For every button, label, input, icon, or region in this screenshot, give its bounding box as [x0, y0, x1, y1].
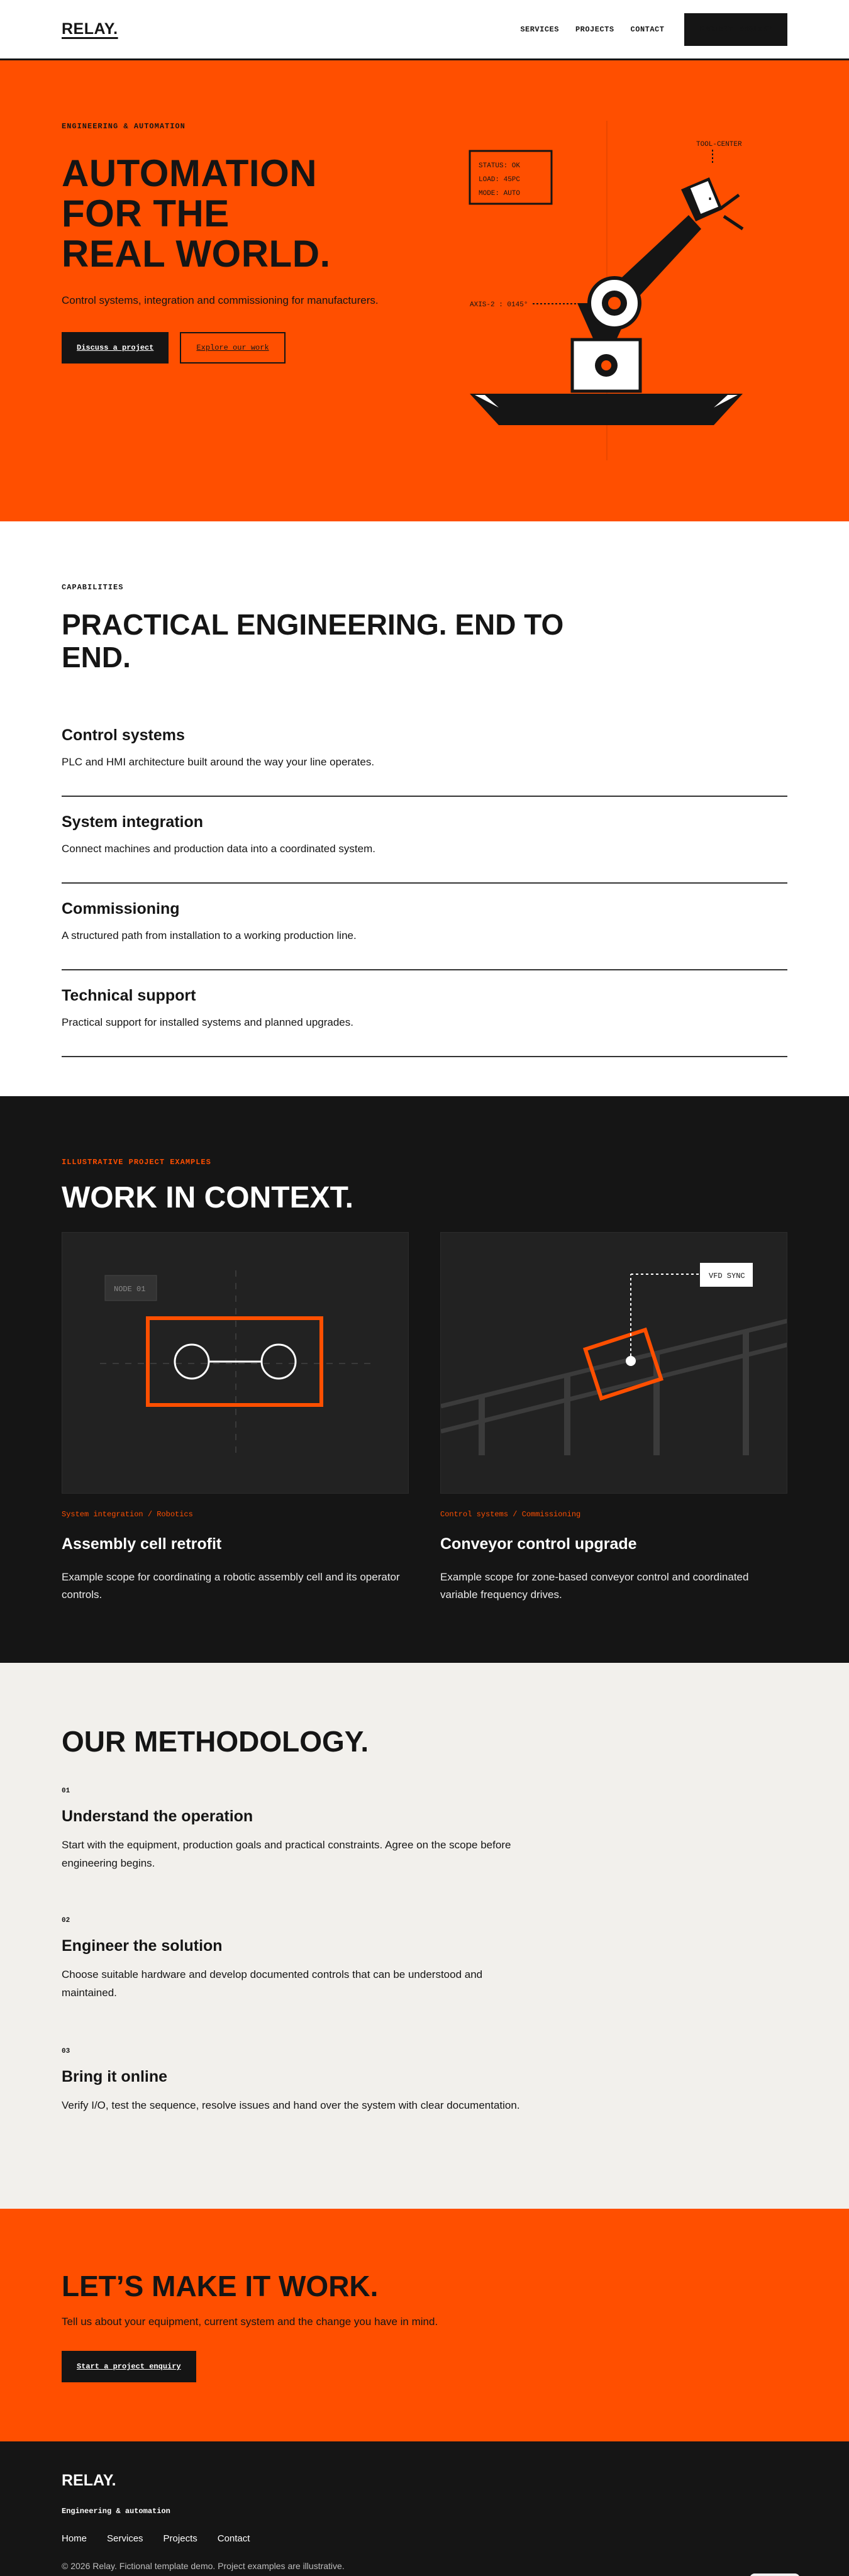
conveyor-package	[585, 1330, 661, 1399]
hero-section	[0, 60, 849, 521]
project-tag: System integration / Robotics	[62, 1510, 193, 1519]
method-step	[62, 1917, 527, 2002]
footer-link-home[interactable]: Home	[62, 2533, 87, 2544]
project-tag: Control systems / Commissioning	[440, 1510, 581, 1519]
capability-title: Control systems	[62, 726, 185, 744]
method-step	[62, 1787, 527, 1872]
capabilities-eyebrow: CAPABILITIES	[62, 583, 124, 592]
start-enquiry-button[interactable]: Start a project enquiry	[62, 2351, 196, 2382]
footer-link-projects[interactable]: Projects	[163, 2533, 197, 2544]
capability-text: Practical support for installed systems and planned upgrades.	[62, 1016, 353, 1028]
footer-tagline: Engineering & automation	[62, 2507, 170, 2516]
nav-link-projects[interactable]: PROJECTS	[575, 25, 614, 34]
base-plate	[470, 394, 743, 425]
step-title: Bring it online	[62, 2068, 168, 2085]
project-title[interactable]: Conveyor control upgrade	[440, 1535, 637, 1553]
hero-title-line: FOR THE	[62, 192, 230, 235]
main-nav	[520, 13, 787, 46]
work-title: WORK IN CONTEXT.	[62, 1181, 353, 1214]
capabilities-list	[62, 710, 787, 1057]
capability-item	[62, 710, 787, 797]
capability-item	[62, 970, 787, 1057]
hero-ctas	[62, 332, 286, 364]
footer-link-services[interactable]: Services	[107, 2533, 143, 2544]
status-line: STATUS: OK	[479, 162, 521, 170]
discuss-project-button[interactable]: Discuss a project	[62, 332, 169, 364]
project-text: Example scope for zone-based conveyor control and coordinated variable frequency drives.	[440, 1571, 749, 1601]
tool-center-label: TOOL-CENTER	[696, 141, 742, 148]
hero-title	[62, 153, 414, 274]
robot-arm-illustration	[462, 121, 752, 460]
capability-text: A structured path from installation to a working production line.	[62, 930, 357, 941]
project-enquiry-button[interactable]: PROJECT ENQUIRY	[684, 13, 787, 46]
capability-item	[62, 797, 787, 884]
step-text: Verify I/O, test the sequence, resolve issues and hand over the system with clear documentation.	[62, 2099, 520, 2111]
node-label: NODE 01	[114, 1285, 146, 1294]
project-card[interactable]	[62, 1232, 409, 1604]
step-number: 03	[62, 2048, 70, 2055]
vfd-label: VFD SYNC	[709, 1272, 745, 1280]
project-text: Example scope for coordinating a robotic assembly cell and its operator controls.	[62, 1571, 400, 1601]
site-footer	[0, 2441, 849, 2576]
methodology-title: OUR METHODOLOGY.	[62, 1725, 369, 1758]
status-line: MODE: AUTO	[479, 190, 521, 197]
copyright: © 2026 Relay. Fictional template demo. Project examples are illustrative.	[62, 2561, 345, 2571]
cta-text: Tell us about your equipment, current system and the change you have in mind.	[62, 2316, 438, 2328]
logo[interactable]: RELAY.	[62, 20, 118, 38]
assembly-cell-illustration	[62, 1233, 409, 1494]
project-card-image	[62, 1232, 409, 1494]
methodology-section	[0, 1663, 849, 2209]
status-line: LOAD: 45PC	[479, 176, 521, 184]
capability-text: PLC and HMI architecture built around the way your line operates.	[62, 756, 375, 768]
hero-title-line: AUTOMATION	[62, 152, 318, 194]
step-title: Engineer the solution	[62, 1937, 223, 1955]
footer-nav	[62, 2533, 250, 2544]
step-text: Choose suitable hardware and develop documented controls that can be understood and maintained.	[62, 1968, 483, 1999]
site-header	[0, 0, 849, 60]
project-card[interactable]	[440, 1232, 787, 1604]
project-title[interactable]: Assembly cell retrofit	[62, 1535, 222, 1553]
capability-text: Connect machines and production data into a coordinated system.	[62, 843, 375, 855]
cta-title: LET’S MAKE IT WORK.	[62, 2270, 379, 2302]
cta-section	[0, 2209, 849, 2441]
work-section	[0, 1096, 849, 1663]
capabilities-section	[0, 521, 849, 1096]
method-step	[62, 2048, 527, 2114]
capabilities-title: PRACTICAL ENGINEERING. END TO END.	[62, 608, 564, 674]
hero-title-line: REAL WORLD.	[62, 233, 331, 275]
project-card-image	[440, 1232, 787, 1494]
floating-widget-tab[interactable]	[750, 2573, 800, 2576]
capability-title: System integration	[62, 813, 204, 831]
capability-title: Commissioning	[62, 900, 180, 918]
footer-link-contact[interactable]: Contact	[217, 2533, 250, 2544]
step-title: Understand the operation	[62, 1807, 253, 1825]
nav-link-contact[interactable]: CONTACT	[630, 25, 665, 34]
explore-work-button[interactable]: Explore our work	[180, 332, 285, 364]
step-number: 01	[62, 1787, 70, 1795]
work-eyebrow: ILLUSTRATIVE PROJECT EXAMPLES	[62, 1158, 211, 1167]
conveyor-illustration	[441, 1233, 787, 1494]
step-number: 02	[62, 1917, 70, 1924]
nav-link-services[interactable]: SERVICES	[520, 25, 559, 34]
capability-title: Technical support	[62, 987, 196, 1004]
axis-label: AXIS-2 : 0145°	[470, 301, 528, 309]
step-text: Start with the equipment, production goals and practical constraints. Agree on the scope before engineering begins.	[62, 1839, 511, 1869]
hero-eyebrow: ENGINEERING & AUTOMATION	[62, 122, 186, 131]
footer-logo[interactable]: RELAY.	[62, 2472, 116, 2489]
capability-item	[62, 884, 787, 970]
hero-subtitle: Control systems, integration and commissioning for manufacturers.	[62, 294, 379, 306]
